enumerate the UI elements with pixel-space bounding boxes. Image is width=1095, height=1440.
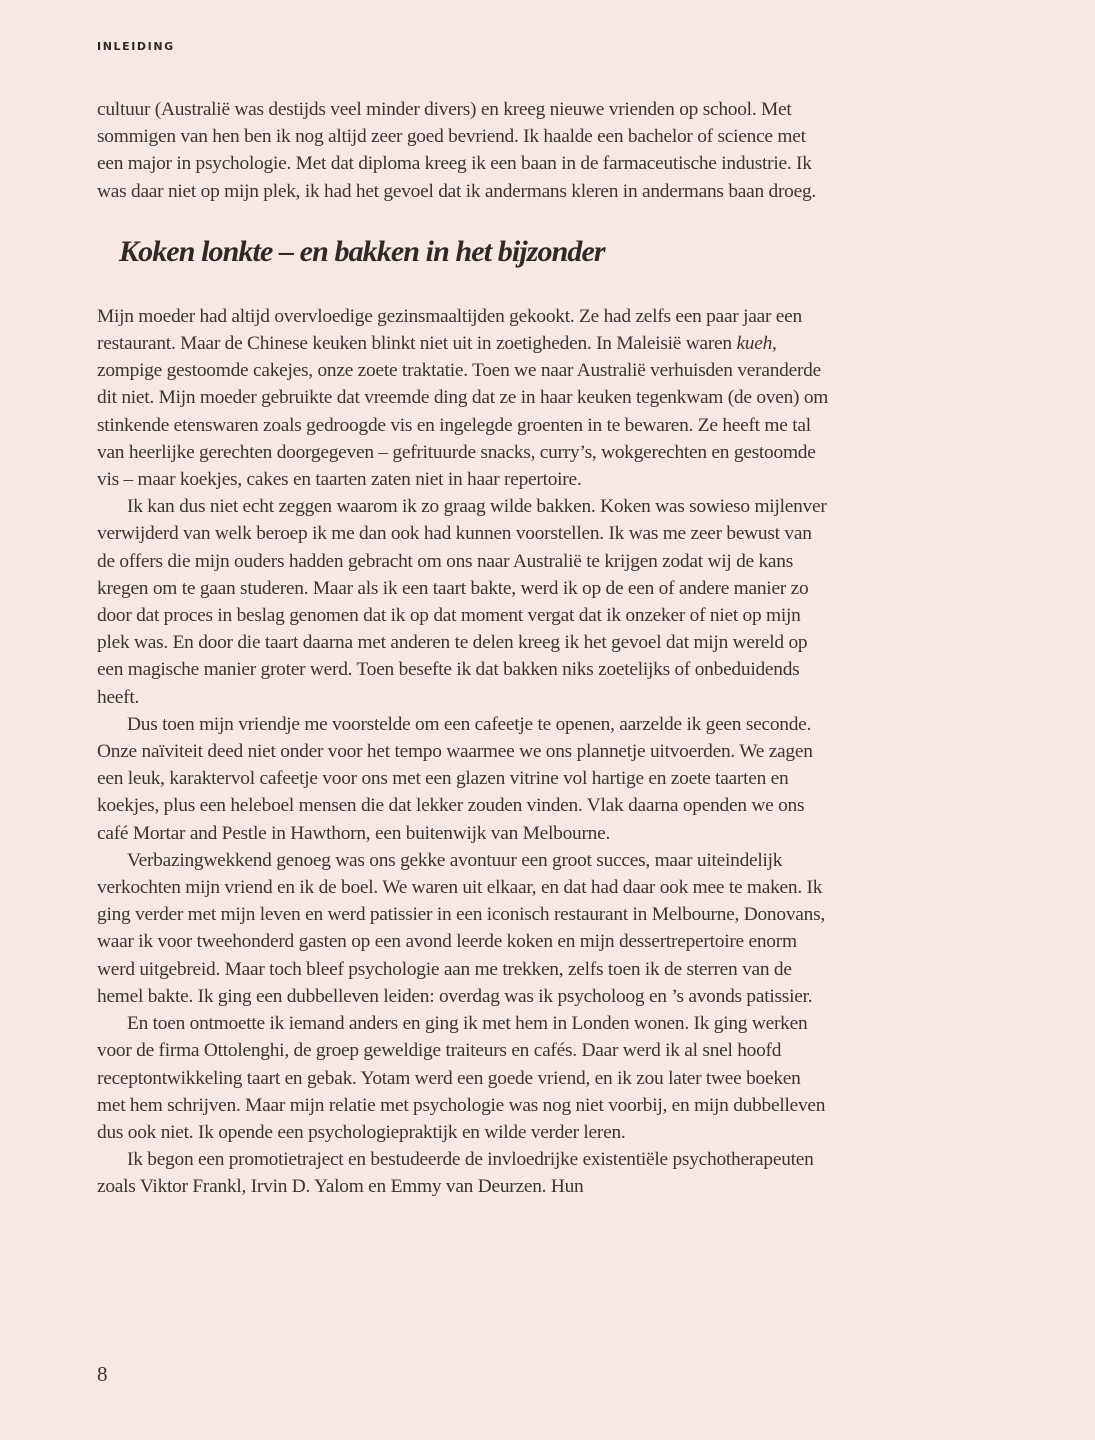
- text-column: [97, 96, 832, 1201]
- paragraph-intro: cultuur (Australië was destijds veel minder divers) en kreeg nieuwe vrienden op school. Met sommigen van hen ben ik nog altijd zeer goed bevriend. Ik haalde een bachelor of science met een major in psychologie. Met dat diploma kreeg ik een baan in de farmaceutische industrie. Ik was daar niet op mijn plek, ik had het gevoel dat ik andermans kleren in andermans baan droeg.: [97, 99, 817, 202]
- running-head: INLEIDING: [97, 40, 175, 53]
- paragraph-4: Verbazingwekkend genoeg was ons gekke avontuur een groot succes, maar uiteindelijk verkochten mijn vriend en ik de boel. We waren uit elkaar, en dat had daar ook mee te maken. Ik ging verder met mijn leven en werd patissier in een iconisch restaurant in Melbourne, Donovans, waar ik voor tweehonderd gasten op een avond leerde koken en mijn dessertrepertoire enorm werd uitgebreid. Maar toch bleef psychologie aan me trekken, zelfs toen ik de sterren van de hemel bakte. Ik ging een dubbelleven leiden: overdag was ik psycholoog en ’s avonds patissier.: [97, 849, 825, 1007]
- paragraph-1: [97, 303, 832, 493]
- paragraph-5: En toen ontmoette ik iemand anders en ging ik met hem in Londen wonen. Ik ging werken voor de firma Ottolenghi, de groep geweldige traiteurs en cafés. Daar werd ik al snel hoofd receptontwikkeling taart en gebak. Yotam werd een goede vriend, en ik zou later twee boeken met hem schrijven. Maar mijn relatie met psychologie was nog niet voorbij, en mijn dubbelleven dus ook niet. Ik opende een psychologiepraktijk en wilde verder leren.: [97, 1013, 826, 1143]
- paragraph-6: Ik begon een promotietraject en bestudeerde de invloedrijke existentiële psychotherapeuten zoals Viktor Frankl, Irvin D. Yalom en Emmy van Deurzen. Hun: [97, 1149, 814, 1198]
- paragraph-1-text-a: Mijn moeder had altijd overvloedige gezinsmaaltijden gekookt. Ze had zelfs een paar jaar een restaurant. Maar de Chinese keuken blinkt niet uit in zoetigheden. In Maleisië waren: [97, 305, 802, 355]
- page-number: 8: [97, 1362, 108, 1386]
- paragraph-3: Dus toen mijn vriendje me voorstelde om een cafeetje te openen, aarzelde ik geen seconde. Onze naïviteit deed niet onder voor het tempo waarmee we ons plannetje uitvoerden. We zagen een leuk, karaktervol cafeetje voor ons met een glazen vitrine vol hartige en zoete taarten en koekjes, plus een heleboel mensen die dat lekker zouden vinden. Vlak daarna openden we ons café Mortar and Pestle in Hawthorn, een buitenwijk van Melbourne.: [97, 713, 813, 844]
- paragraph-1-text-b: , zompige gestoomde cakejes, onze zoete traktatie. Toen we naar Australië verhuisden veranderde dit niet. Mijn moeder gebruikte dat vreemde ding dat ze in haar keuken tegenkwam (de oven) om stinkende etenswaren zoals gedroogde vis en ingelegde groenten in te bewaren. Ze heeft me tal van heerlijke gerechten doorgegeven – gefrituurde snacks, curry’s, wokgerechten en gestoomde vis – maar koekjes, cakes en taarten zaten niet in haar repertoire.: [97, 333, 829, 491]
- paragraph-2: Ik kan dus niet echt zeggen waarom ik zo graag wilde bakken. Koken was sowieso mijlenver verwijderd van welk beroep ik me dan ook had kunnen voorstellen. Ik was me zeer bewust van de offers die mijn ouders hadden gebracht om ons naar Australië te krijgen zodat wij de kans kregen om te gaan studeren. Maar als ik een taart bakte, werd ik op de een of andere manier zo door dat proces in beslag genomen dat ik op dat moment vergat dat ik onzeker of niet op mijn plek was. En door die taart daarna met anderen te delen kreeg ik het gevoel dat mijn wereld op een magische manier groter werd. Toen besefte ik dat bakken niks zoetelijks of onbeduidends heeft.: [97, 496, 827, 708]
- section-heading: Koken lonkte – en bakken in het bijzonder: [119, 234, 605, 268]
- kueh-term: kueh: [736, 333, 773, 355]
